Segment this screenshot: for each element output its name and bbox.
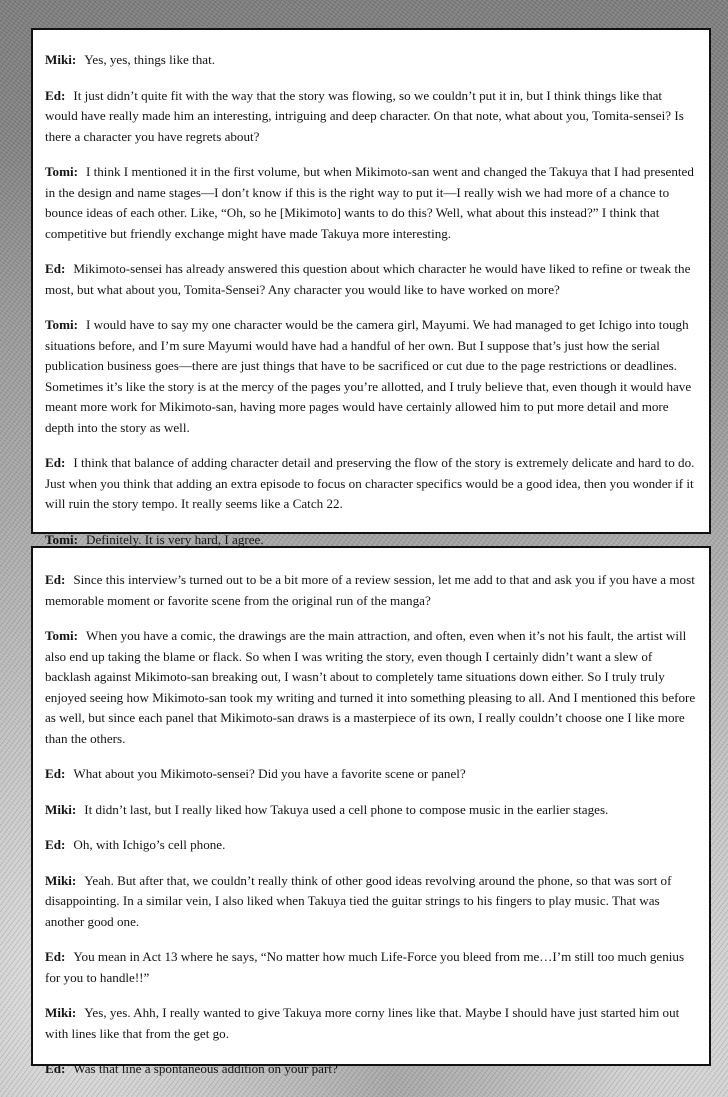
speaker-label: Miki: bbox=[45, 1005, 77, 1020]
speaker-label: Ed: bbox=[45, 261, 66, 276]
dialogue-text: Mikimoto-sensei has already answered this question about which character he would have liked to refine or tweak the most, but what about you, Tomita-Sensei? Any character you would like to have worked on more? bbox=[45, 261, 691, 297]
dialogue-entry bbox=[45, 626, 697, 749]
dialogue-text: Since this interview’s turned out to be a bit more of a review session, let me add to that and ask you if you have a most memorable moment or favorite scene from the original run of the manga? bbox=[45, 572, 695, 608]
dialogue-text: It just didn’t quite fit with the way that the story was flowing, so we couldn’t put it in, but I think things like that would have really made him an interesting, intriguing and deep character. On that note, what about you, Tomita-sensei? Is there a character you have regrets about? bbox=[45, 87, 684, 144]
dialogue-entry bbox=[45, 764, 697, 785]
dialogue-entry bbox=[45, 50, 697, 71]
dialogue-entry bbox=[45, 315, 697, 438]
dialogue-entry bbox=[45, 259, 697, 300]
dialogue-text: What about you Mikimoto-sensei? Did you have a favorite scene or panel? bbox=[73, 766, 466, 781]
interview-panel-top bbox=[31, 28, 711, 547]
dialogue-text: It didn’t last, but I really liked how Takuya used a cell phone to compose music in the earlier stages. bbox=[84, 801, 609, 817]
dialogue-text: I would have to say my one character would be the camera girl, Mayumi. We had managed to get Ichigo into tough situations before, and I’m sure Mayumi would have had a handful of her own. But I suppose that’s just how the serial publication business goes—there are just things that have to be sacrificed or cut due to the page restrictions or deadlines. Sometimes it’s like the story is at the mercy of the pages you’re allotted, and I truly believe that, even though it would have meant more work for Mikimoto-san, having more pages would have certainly allowed him to put more detail and more depth into the story as well. bbox=[45, 317, 692, 435]
dialogue-entry bbox=[45, 1059, 697, 1080]
speaker-label: Tomi: bbox=[45, 317, 78, 332]
speaker-label: Miki: bbox=[45, 872, 77, 888]
dialogue-entry bbox=[45, 453, 697, 515]
speaker-label: Ed: bbox=[45, 87, 66, 103]
dialogue-text: When you have a comic, the drawings are the main attraction, and often, even when it’s not his fault, the artist will also end up taking the blame or flack. So when I was writing the story, even though I certainly didn’t want a slew of backlash against Mikimoto-san breaking out, I wasn’t about to completely tame situations down either. So I truly truly enjoyed seeing how Mikimoto-san took my writing and turned it into something pleasing to all. And I mentioned this before as well, but since each panel that Mikimoto-san draws is a masterpiece of its own, I really couldn’t choose one I like more than the others. bbox=[45, 628, 696, 746]
speaker-label: Ed: bbox=[45, 837, 66, 852]
speaker-label: Ed: bbox=[45, 572, 66, 587]
interview-panel-bottom bbox=[31, 546, 711, 1076]
speaker-label: Tomi: bbox=[45, 628, 78, 643]
dialogue-text: You mean in Act 13 where he says, “No matter how much Life-Force you bleed from me…I’m still too much genius for you to handle!!” bbox=[45, 949, 685, 985]
speaker-label: Ed: bbox=[45, 949, 66, 964]
dialogue-text: Was that line a spontaneous addition on your part? bbox=[73, 1061, 338, 1076]
dialogue-entry bbox=[45, 570, 697, 611]
speaker-label: Ed: bbox=[45, 455, 66, 470]
dialogue-text: Definitely. It is very hard, I agree. bbox=[85, 531, 264, 547]
dialogue-text: Yeah. But after that, we couldn’t really think of other good ideas revolving around the phone, so that was sort of disappointing. In a similar vein, I also liked when Takuya tied the guitar strings to his fingers to play music. That was another good one. bbox=[45, 872, 672, 929]
dialogue-text: Yes, yes. Ahh, I really wanted to give Takuya more corny lines like that. Maybe I should have just started him out with lines like that from the get go. bbox=[45, 1005, 680, 1041]
speaker-label: Ed: bbox=[45, 766, 66, 781]
dialogue-entry bbox=[45, 1003, 697, 1044]
dialogue-text: Oh, with Ichigo’s cell phone. bbox=[73, 837, 226, 852]
dialogue-text: Yes, yes, things like that. bbox=[84, 52, 215, 67]
dialogue-text: I think that balance of adding character detail and preserving the flow of the story is extremely delicate and hard to do. Just when you think that adding an extra episode to focus on character specifics would be a good idea, then you wonder if it will ruin the story tempo. It really seems like a Catch 22. bbox=[45, 455, 695, 511]
dialogue-entry bbox=[45, 947, 697, 988]
dialogue-entry bbox=[45, 871, 697, 933]
dialogue-entry bbox=[45, 835, 697, 856]
dialogue-entry bbox=[45, 162, 697, 244]
dialogue-text: I think I mentioned it in the first volume, but when Mikimoto-san went and changed the Takuya that I had presented in the design and name stages—I don’t know if this is the right way to put it—I really wish we had more of a chance to bounce ideas of each other. Like, “Oh, so he [Mikimoto] wants to do this? Well, what about this instead?” I think that competitive but friendly exchange might have made Takuya more interesting. bbox=[45, 164, 694, 241]
speaker-label: Miki: bbox=[45, 52, 77, 67]
speaker-label: Tomi: bbox=[45, 531, 78, 547]
speaker-label: Ed: bbox=[45, 1061, 66, 1076]
dialogue-entry bbox=[45, 86, 697, 148]
speaker-label: Miki: bbox=[45, 801, 77, 817]
dialogue-entry bbox=[45, 800, 697, 821]
speaker-label: Tomi: bbox=[45, 164, 78, 179]
